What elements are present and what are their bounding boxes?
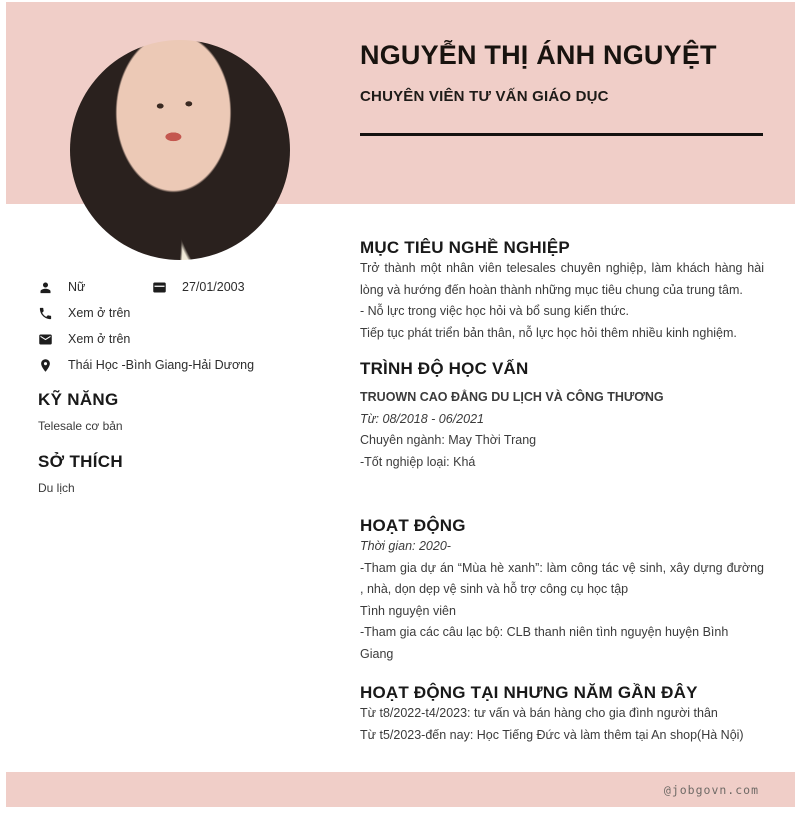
skills-heading: KỸ NĂNG [38, 390, 119, 409]
activities-section [360, 516, 764, 665]
person-name: NGUYỄN THỊ ÁNH NGUYỆT [360, 40, 717, 70]
right-column [360, 238, 764, 746]
education-heading: TRÌNH ĐỘ HỌC VẤN [360, 359, 529, 378]
objective-section [360, 238, 764, 344]
recent-activities-section [360, 683, 764, 746]
left-column [38, 274, 334, 495]
dob-pair [152, 280, 245, 295]
profile-photo [70, 40, 290, 260]
objective-line-3: Tiếp tục phát triển bản thân, nỗ lực học hỏi thêm nhiều kinh nghiệm. [360, 325, 737, 340]
recent-item-2: Từ t5/2023-đến nay: Học Tiếng Đức và làm thêm tại An shop(Hà Nội) [360, 727, 744, 742]
activities-item-1: -Tham gia dự án “Mùa hè xanh”: làm công tác vệ sinh, xây dựng đường , nhà, dọn dẹp vệ sinh và hỗ trợ công cụ học tập [360, 560, 764, 596]
activities-item-3: -Tham gia các câu lạc bộ: CLB thanh niên tình nguyện huyện Bình Giang [360, 625, 729, 661]
address-value: Thái Học -Bình Giang-Hải Dương [68, 358, 255, 372]
dob-value: 27/01/2003 [182, 280, 245, 294]
education-major: Chuyên ngành: May Thời Trang [360, 433, 537, 447]
footer-credit: @jobgovn.com [663, 782, 759, 797]
header-divider [360, 133, 763, 136]
hobbies-heading: SỞ THÍCH [38, 452, 123, 471]
recent-item-1: Từ t8/2022-t4/2023: tư vấn và bán hàng cho gia đình người thân [360, 706, 718, 720]
objective-paragraph: Trở thành một nhân viên telesales chuyên nghiệp, làm khách hàng hài lòng và hướng đến hoàn thành những mục tiêu chung của trung tâm. [360, 261, 764, 297]
email-icon [38, 332, 53, 347]
education-grade: -Tốt nghiệp loại: Khá [360, 454, 476, 469]
activities-item-2: Tình nguyện viên [360, 603, 456, 618]
gender-value: Nữ [68, 280, 86, 294]
education-section [360, 359, 764, 473]
person-icon [38, 280, 53, 295]
email-value: Xem ở trên [68, 332, 131, 346]
objective-line-2: - Nỗ lực trong việc học hỏi và bổ sung kiến thức. [360, 304, 629, 318]
header [360, 40, 764, 136]
footer-band [6, 772, 795, 807]
phone-icon [38, 306, 53, 321]
recent-activities-heading: HOẠT ĐỘNG TẠI NHƯNG NĂM GẦN ĐÂY [360, 683, 698, 702]
info-row-address [38, 352, 334, 378]
gender-pair [38, 280, 152, 295]
location-pin-icon [38, 358, 53, 373]
education-school: TRUOWN CAO ĐẲNG DU LỊCH VÀ CÔNG THƯƠNG [360, 390, 664, 404]
objective-heading: MỤC TIÊU NGHỀ NGHIỆP [360, 238, 570, 257]
activities-period: Thời gian: 2020- [360, 539, 451, 553]
calendar-icon [152, 280, 167, 295]
person-job-title: CHUYÊN VIÊN TƯ VẤN GIÁO DỤC [360, 88, 609, 105]
activities-heading: HOẠT ĐỘNG [360, 516, 466, 535]
hobby-item: Du lịch [38, 481, 75, 495]
skill-item: Telesale cơ bản [38, 419, 123, 433]
info-row-email [38, 326, 334, 352]
education-period: Từ: 08/2018 - 06/2021 [360, 411, 484, 426]
info-row-phone [38, 300, 334, 326]
info-row-gender-dob [38, 274, 334, 300]
phone-value: Xem ở trên [68, 306, 131, 320]
